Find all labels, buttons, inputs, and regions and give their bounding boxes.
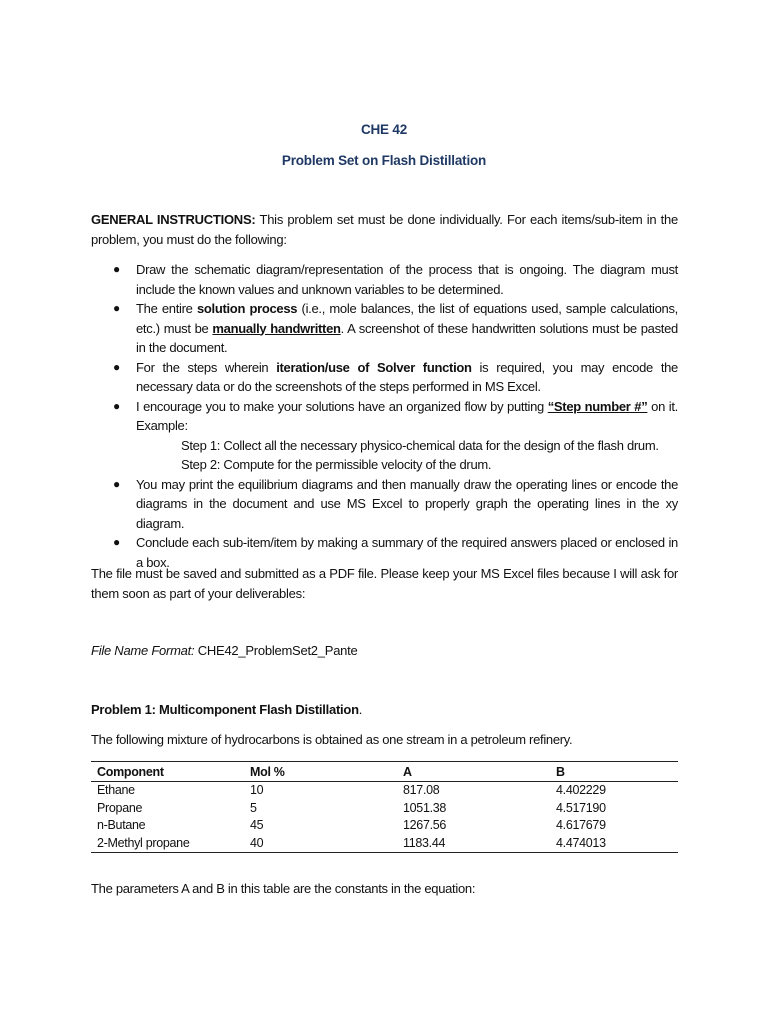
table-row	[91, 800, 678, 818]
table-cell: Propane	[97, 800, 143, 815]
bullet-icon: ●	[113, 262, 120, 276]
hydrocarbon-table	[91, 761, 678, 853]
column-header-component: Component	[91, 762, 244, 782]
table-cell: 4.474013	[550, 835, 678, 853]
bullet-text: (i.e., mole balances, the list of equations used, sample calculations, etc.) must be	[136, 301, 678, 336]
list-item	[91, 260, 678, 299]
example-step-1: Step 1: Collect all the necessary physico-chemical data for the design of the flash drum.	[181, 437, 659, 453]
problem-set-title: Problem Set on Flash Distillation	[281, 153, 487, 168]
instructions-list	[91, 260, 678, 572]
bullet-text: Draw the schematic diagram/representation of the process that is ongoing. The diagram must include the known values and unknown variables to be determined.	[136, 262, 678, 297]
bullet-text: For the steps wherein	[136, 359, 277, 375]
table-cell: 817.08	[403, 783, 440, 797]
problem-1-intro: The following mixture of hydrocarbons is obtained as one stream in a petroleum refinery.	[91, 732, 573, 747]
problem-title-period: .	[358, 702, 363, 717]
file-name-format	[91, 643, 358, 658]
instructions-label: GENERAL INSTRUCTIONS:	[91, 212, 256, 227]
instructions-text: This problem set must be done individually. For each items/sub-item in the problem, you must do the following:	[91, 212, 678, 247]
table-cell: 1051.38	[403, 800, 447, 815]
list-item	[91, 397, 678, 475]
column-header-mol-percent: Mol %	[244, 762, 397, 782]
table-cell: 40	[244, 835, 397, 853]
table-cell: 2-Methyl propane	[91, 835, 244, 853]
table-cell: Ethane	[97, 783, 135, 797]
equation-intro: The parameters A and B in this table are the constants in the equation:	[91, 881, 476, 896]
table-cell: n-Butane	[97, 818, 146, 832]
column-header-a: A	[397, 762, 550, 782]
bullet-bold-text: iteration/use of Solver function	[276, 359, 472, 375]
bullet-text: on it. Example:	[136, 398, 678, 433]
table-cell: 4.517190	[556, 800, 606, 815]
bullet-text: . A screenshot of these handwritten solutions must be pasted in the document.	[136, 320, 678, 355]
list-item	[91, 475, 678, 534]
bullet-icon: ●	[113, 359, 120, 374]
bullet-bold-text: solution process	[196, 301, 298, 316]
bullet-underlined-text: “Step number #”	[547, 398, 648, 414]
table-header-row	[91, 762, 678, 782]
bullet-text: I encourage you to make your solutions have an organized flow by putting	[136, 398, 548, 414]
table-cell: 10	[250, 783, 264, 797]
bullet-text: Conclude each sub-item/item by making a summary of the required answers placed or enclosed in a box.	[136, 535, 678, 570]
example-step-2: Step 2: Compute for the permissible velocity of the drum.	[181, 457, 492, 472]
table-cell: 45	[250, 818, 264, 832]
file-format-label: File Name Format:	[91, 643, 195, 658]
table-cell: 4.402229	[556, 783, 606, 797]
bullet-text: You may print the equilibrium diagrams and then manually draw the operating lines or encode the diagrams in the document and use MS Excel to properly graph the operating lines in the xy diagram.	[136, 476, 678, 531]
table-row	[91, 835, 678, 853]
file-format-value: CHE42_ProblemSet2_Pante	[194, 643, 358, 658]
table-cell: 1183.44	[397, 835, 550, 853]
bullet-underlined-text: manually handwritten	[212, 320, 341, 336]
course-code-heading: CHE 42	[360, 122, 408, 137]
bullet-icon: ●	[113, 476, 120, 491]
bullet-text: is required, you may encode the necessary data or do the screenshots of the steps performed in MS Excel.	[136, 359, 678, 394]
file-submission-note: The file must be saved and submitted as a PDF file. Please keep your MS Excel files because I will ask for them soon as part of your deliverables:	[91, 566, 678, 601]
table-cell: 4.617679	[556, 818, 606, 832]
problem-1-title	[91, 702, 362, 717]
column-header-b: B	[550, 762, 678, 782]
bullet-text: The entire	[136, 301, 197, 316]
problem-title-text: Problem 1: Multicomponent Flash Distillation	[91, 702, 359, 717]
list-item	[91, 299, 678, 358]
bullet-icon: ●	[113, 535, 120, 549]
table-cell: 1267.56	[403, 818, 447, 832]
table-row	[91, 782, 678, 800]
table-row	[91, 817, 678, 835]
list-item	[91, 358, 678, 397]
general-instructions	[91, 210, 678, 249]
table-cell: 5	[250, 800, 257, 815]
bullet-icon: ●	[113, 301, 120, 315]
bullet-icon: ●	[113, 398, 120, 413]
